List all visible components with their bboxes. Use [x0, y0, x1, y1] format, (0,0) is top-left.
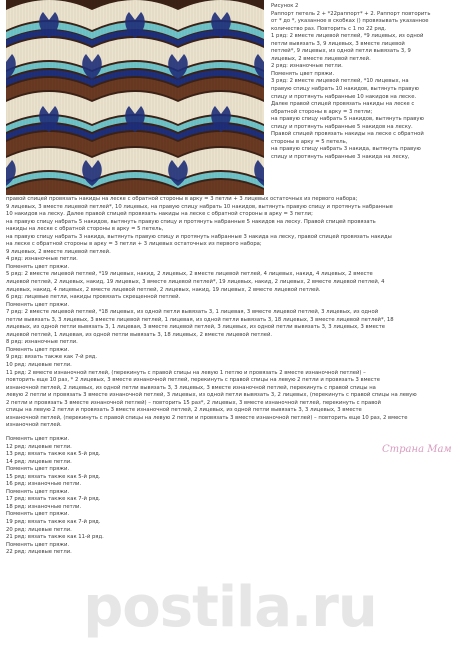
instruction-line: лицевых, накид, 4 лицевых, 2 вместе лицевой петлей, 2 лицевых, накид, 19 лицевых, 2 вместе лицевой петлей.	[6, 286, 321, 293]
instruction-line: лицевой петлей, 2 лицевых, накид, 19 лицевых, 3 вместе лицевой петлей*, 19 лицевых, накид, 2 лицевых, 2 вместе лицевой петлей, 4	[6, 279, 385, 286]
instruction-line: 19 ряд: вязать также как 7-й ряд.	[6, 518, 101, 525]
instruction-line: 8 ряд: изнаночные петли.	[6, 339, 78, 346]
instructions-rows-3-to-11	[6, 196, 456, 430]
knitting-pattern-photo	[6, 0, 264, 195]
instruction-line: Поменять цвет пряжи.	[6, 346, 70, 353]
instruction-line: на правую спицу набрать 3 накида, вытянуть правую	[271, 146, 421, 153]
instruction-line: 2 петли и провязать 3 вместе изнаночной петлей) – повторить 15 раз*, 2 лицевых, 3 вместе изнаночной петлей, перекинуть с правой	[6, 399, 381, 406]
instruction-line: накиды на леске с обратной стороны в арку = 5 петель,	[6, 226, 164, 233]
instruction-line: Рисунок 2	[271, 3, 299, 9]
instruction-line: спицу и протянуть набранные 5 накидов на леску.	[271, 123, 413, 130]
instruction-line: правой спицей провязать накиды на леске с обратной стороны в арку = 3 петли + 3 лицевых остаточных из первого набора;	[6, 196, 358, 202]
knitting-pattern-illustration	[6, 0, 264, 195]
instruction-line: от * до *, указанное в скобках () провязывать указанное	[271, 18, 429, 25]
instruction-line: 7 ряд: 2 вместе лицевой петлей, *18 лицевых, из одной петли вывязать 3, 1 лицевая, 3 вместе лицевой петлей, 3 лицевых, из одной	[6, 309, 379, 316]
instruction-line: на леске с обратной стороны в арку = 3 петли + 3 лицевых остаточных из первого набора;	[6, 241, 262, 248]
instruction-line: 17 ряд: вязать также как 7-й ряд.	[6, 496, 101, 503]
instructions-intro-column	[271, 3, 457, 161]
instruction-line: Далее правой спицей провязать накиды на леске с	[271, 101, 415, 108]
postila-logo[interactable]: postila.ru	[83, 574, 377, 640]
instruction-line: изнаночной петлей, 2 лицевых, из одной петли вывязать 3, 3 лицевых, 3 вместе изнаночной петлей, перекинуть с правой спицы на	[6, 384, 376, 391]
instruction-line: Поменять цвет пряжи.	[271, 70, 335, 77]
instruction-line: 16 ряд: изнаночные петли.	[6, 481, 82, 488]
instruction-line: лицевой петлей, 1 лицевая, из одной петли вывязать 3, 18 лицевых, 2 вместе лицевой петлей.	[6, 331, 273, 338]
instruction-line: левую 2 петли и провязать 3 вместе изнаночной петлей, 3 лицевых, из одной петли вывязать 3, 2 лицевых, (перекинуть с правой спицы на левую	[6, 392, 417, 399]
instruction-line: 3 ряд: 2 вместе лицевой петлей, *10 лицевых, на	[271, 78, 409, 85]
instruction-line: на правую спицу набрать 3 накида, вытянуть правую спицу и протянуть набранные 3 накида на леску, правой спицей провязать накиды	[6, 233, 392, 240]
instruction-line: 12 ряд: лицевые петли.	[6, 443, 72, 450]
instruction-line: Поменять цвет пряжи.	[6, 263, 70, 270]
instruction-line: на правую спицу набрать 5 накидов, вытянуть правую спицу и протянуть набранные 5 накидов на леску. Правой спицей провязать	[6, 218, 376, 225]
instruction-line: правую спицу набрать 10 накидов, вытянуть правую	[271, 86, 419, 93]
instruction-line: 9 лицевых, 2 вместе лицевой петлей.	[6, 248, 111, 255]
instruction-line: 2 ряд: изнаночные петли.	[271, 63, 343, 70]
instruction-line: 6 ряд: лицевые петли, накиды провязать скрещенной петлей.	[6, 294, 181, 301]
instruction-line: петли вывязать 3, 9 лицевых, 3 вместе лицевой	[271, 40, 405, 47]
instruction-line: петли вывязать 3, 3 лицевых, 3 вместе лицевой петлей, 1 лицевая, из одной петли вывязать 3, 18 лицевых, 3 вместе лицевой петлей*, 18	[6, 316, 394, 323]
instruction-line: количество раз. Повторить с 1 по 22 ряд.	[271, 25, 387, 32]
instruction-line: 21 ряд: вязать также как 11-й ряд.	[6, 534, 104, 541]
site-watermark: Страна Мам	[382, 444, 452, 455]
instruction-line: 1 ряд: 2 вместе лицевой петлей, *9 лицевых, из одной	[271, 33, 424, 40]
instruction-line: 14 ряд: лицевые петли.	[6, 458, 72, 465]
instruction-line: 9 ряд: вязать также как 7-й ряд.	[6, 354, 98, 361]
instruction-line: Поменять цвет пряжи.	[6, 435, 70, 442]
instruction-line: 20 ряд: лицевые петли.	[6, 526, 72, 533]
instruction-line: спицу и протянуть набранные 10 накидов на леске.	[271, 93, 417, 100]
instruction-line: 4 ряд: изнаночные петли.	[6, 256, 78, 263]
instruction-line: 10 накидов на леску. Далее правой спицей провязать накиды на леске с обратной стороны в арку = 3 петли;	[6, 211, 313, 218]
instruction-line: 18 ряд: изнаночные петли.	[6, 503, 82, 510]
instruction-line: 9 лицевых, 3 вместе лицевой петлей*, 10 лицевых, на правую спицу набрать 10 накидов, вытянуть правую спицу и протянуть набранные	[6, 203, 393, 210]
instruction-line: 15 ряд: вязать также как 5-й ряд.	[6, 473, 101, 480]
instruction-line: стороны в арку = 5 петель,	[271, 138, 348, 145]
instruction-line: обратной стороны в арку = 3 петли;	[271, 108, 373, 115]
instruction-line: изнаночной петлей.	[6, 422, 62, 429]
instruction-line: Раппорт петель 2 + *22раппорт* + 2. Раппорт повторить	[271, 10, 431, 17]
instruction-line: петлей*, 9 лицевых, из одной петли вывязать 3, 9	[271, 48, 411, 55]
instruction-line: лицевых, 2 вместе лицевой петлей.	[271, 55, 371, 62]
instruction-line: изнаночной петлей, (перекинуть с правой спицы на левую 2 петли и провязать 3 вместе изнаночной петлей) – повторить еще 10 раз, 2 вместе	[6, 414, 408, 421]
instruction-line: Поменять цвет пряжи.	[6, 466, 70, 473]
instruction-line: Поменять цвет пряжи.	[6, 511, 70, 518]
instruction-line: Поменять цвет пряжи.	[6, 488, 70, 495]
instruction-line: 10 ряд: лицевые петли.	[6, 362, 72, 369]
instruction-line: спицу и протянуть набранные 3 накида на леску,	[271, 153, 410, 160]
instruction-line: Поменять цвет пряжи.	[6, 301, 70, 308]
instruction-line: на правую спицу набрать 5 накидов, вытянуть правую	[271, 116, 424, 123]
instruction-line: лицевых, из одной петли вывязать 3, 1 лицевая, 3 вместе лицевой петлей, 3 лицевых, из одной петли вывязать 3, 3 лицевых, 3 вместе	[6, 324, 385, 331]
instructions-body	[6, 196, 456, 557]
instruction-line: спицы на левую 2 петли и провязать 3 вместе изнаночной петлей, 2 лицевых, из одной петли вывязать 3, 3 лицевых, 3 вместе	[6, 407, 362, 414]
instruction-line: 11 ряд: 2 вместе изнаночной петлей, (перекинуть с правой спицы на левую 1 петлю и провязать 2 вместе изнаночной петлей) –	[6, 369, 366, 376]
instruction-line: Правой спицей провязать накиды на леске с обратной	[271, 131, 424, 138]
instruction-line: 13 ряд: вязать также как 5-й ряд.	[6, 451, 101, 458]
instruction-line: повторить еще 10 раз, * 2 лицевых, 3 вместе изнаночной петлей, перекинуть с правой спицы на левую 2 петли и провязать 3 вместе	[6, 377, 380, 384]
instruction-line: 22 ряд: лицевые петли.	[6, 549, 72, 556]
instruction-line: Поменять цвет пряжи.	[6, 541, 70, 548]
instruction-line: 5 ряд: 2 вместе лицевой петлей, *19 лицевых, накид, 2 лицевых, 2 вместе лицевой петлей, 4 лицевых, накид, 4 лицевых, 2 вместе	[6, 271, 373, 278]
page-footer	[0, 561, 460, 653]
